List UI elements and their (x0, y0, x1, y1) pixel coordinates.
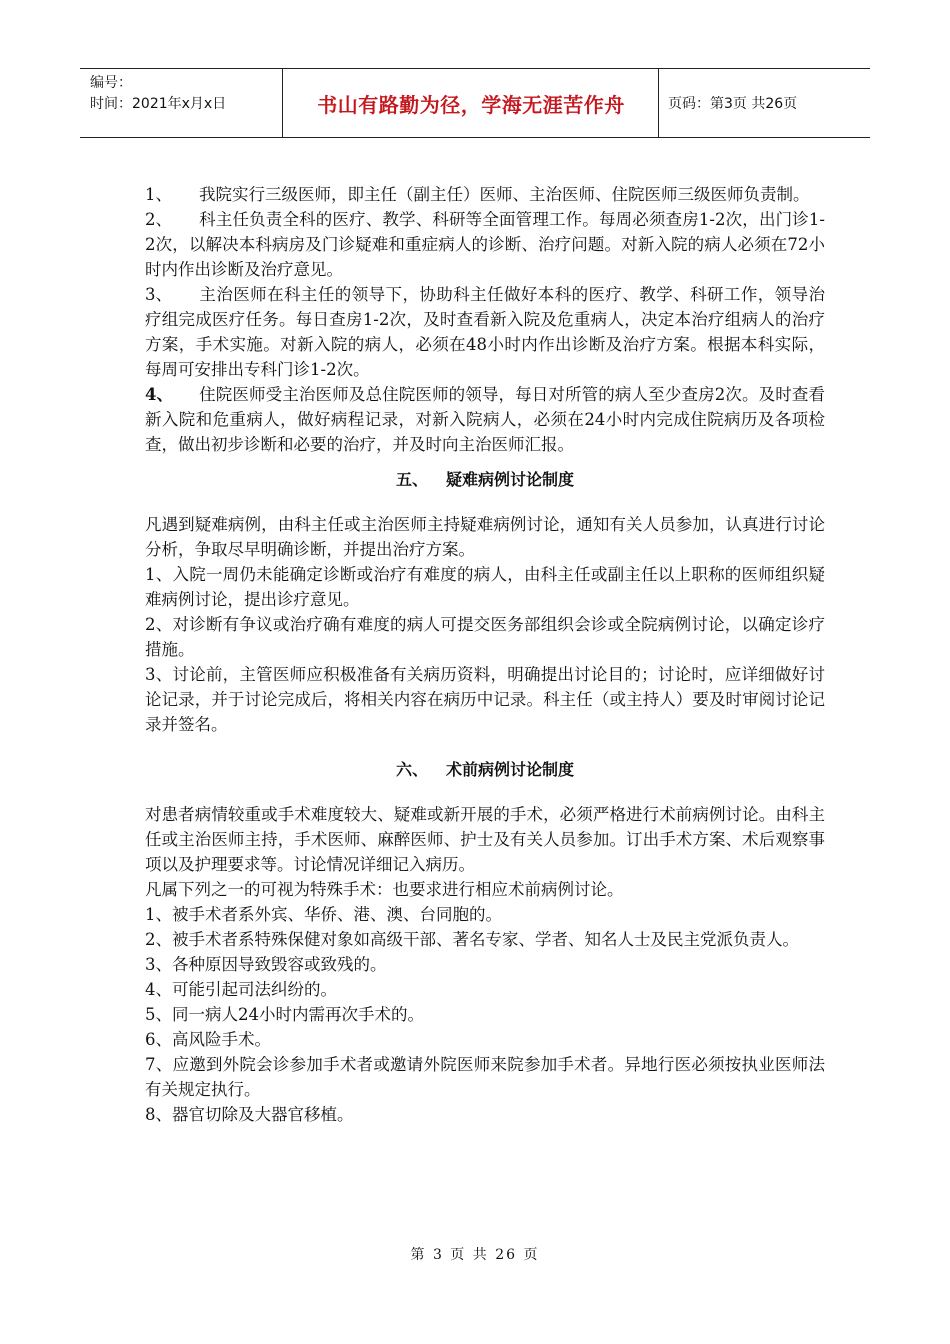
document-date-label: 时间：2021年x月x日 (90, 96, 227, 112)
list-item: 4、可能引起司法纠纷的。 (145, 980, 337, 999)
header-divider (282, 69, 283, 137)
list-item: 3、讨论前，主管医师应积极准备有关病历资料，明确提出讨论目的；讨论时，应详细做好讨论记录，并于讨论完成后，将相关内容在病历中记录。科主任（或主持人）要及时审阅讨论记录并签名。 (145, 665, 825, 734)
item-number: 4、 (145, 385, 173, 404)
item-number: 3、 (145, 285, 172, 304)
list-item: 2、对诊断有争议或治疗确有难度的病人可提交医务部组织会诊或全院病例讨论，以确定诊疗措施。 (145, 615, 825, 659)
item-text: 我院实行三级医师，即主任（副主任）医师、主治医师、住院医师三级医师负责制。 (199, 185, 810, 204)
document-body (145, 182, 825, 1127)
page-header (80, 68, 870, 138)
list-item: 8、器官切除及大器官移植。 (145, 1105, 354, 1124)
header-page-number: 页码：第3页 共26页 (668, 96, 798, 112)
section-title: 疑难病例讨论制度 (446, 470, 575, 489)
list-item: 5、同一病人24小时内需再次手术的。 (145, 1005, 424, 1024)
section-intro: 对患者病情较重或手术难度较大、疑难或新开展的手术，必须严格进行术前病例讨论。由科主任或主治医师主持，手术医师、麻醉医师、护士及有关人员参加。订出手术方案、术后观察事项以及护理要求等。讨论情况详细记入病历。 (145, 805, 825, 874)
document-number-label: 编号： (90, 75, 132, 91)
list-item: 1、入院一周仍未能确定诊断或治疗有难度的病人，由科主任或副主任以上职称的医师组织疑难病例讨论，提出诊疗意见。 (145, 565, 825, 609)
header-meta (90, 73, 280, 115)
list-item: 3、各种原因导致毁容或致残的。 (145, 955, 387, 974)
section-heading (145, 757, 825, 782)
special-surgery-intro: 凡属下列之一的可视为特殊手术：也要求进行相应术前病例讨论。 (145, 880, 624, 899)
list-item: 1、被手术者系外宾、华侨、港、澳、台同胞的。 (145, 905, 502, 924)
list-item: 2、被手术者系特殊保健对象如高级干部、著名专家、学者、知名人士及民主党派负责人。 (145, 930, 799, 949)
item-number: 1、 (145, 185, 172, 204)
header-divider (658, 69, 659, 137)
list-item: 6、高风险手术。 (145, 1030, 271, 1049)
list-item (145, 182, 825, 207)
item-text: 主治医师在科主任的领导下，协助科主任做好本科的医疗、教学、科研工作，领导治疗组完成医疗任务。每日查房1-2次，及时查看新入院及危重病人，决定本治疗组病人的治疗方案，手术实施。对新入院的病人，必须在48小时内作出诊断及治疗方案。根据本科实际，每周可安排出专科门诊1-2次。 (145, 285, 825, 379)
list-item: 7、应邀到外院会诊参加手术者或邀请外院医师来院参加手术者。异地行医必须按执业医师法有关规定执行。 (145, 1055, 825, 1099)
list-item (145, 207, 825, 282)
item-text: 住院医师受主治医师及总住院医师的领导，每日对所管的病人至少查房2次。及时查看新入院和危重病人，做好病程记录，对新入院病人，必须在24小时内完成住院病历及各项检查，做出初步诊断和必要的治疗，并及时向主治医师汇报。 (145, 385, 825, 454)
item-number: 2、 (145, 210, 172, 229)
list-item (145, 282, 825, 382)
section-heading (145, 467, 825, 492)
page-footer: 第 3 页 共 26 页 (410, 1247, 540, 1263)
section-intro: 凡遇到疑难病例，由科主任或主治医师主持疑难病例讨论，通知有关人员参加，认真进行讨论分析，争取尽早明确诊断，并提出治疗方案。 (145, 515, 825, 559)
header-motto: 书山有路勤为径，学海无涯苦作舟 (317, 92, 625, 117)
list-item (145, 382, 825, 457)
item-text: 科主任负责全科的医疗、教学、科研等全面管理工作。每周必须查房1-2次，出门诊1-2次，以解决本科病房及门诊疑难和重症病人的诊断、治疗问题。对新入院的病人必须在72小时内作出诊断及治疗意见。 (145, 210, 825, 279)
section-title: 术前病例讨论制度 (446, 760, 575, 779)
section-number: 六、 (395, 760, 428, 779)
section-number: 五、 (395, 470, 428, 489)
